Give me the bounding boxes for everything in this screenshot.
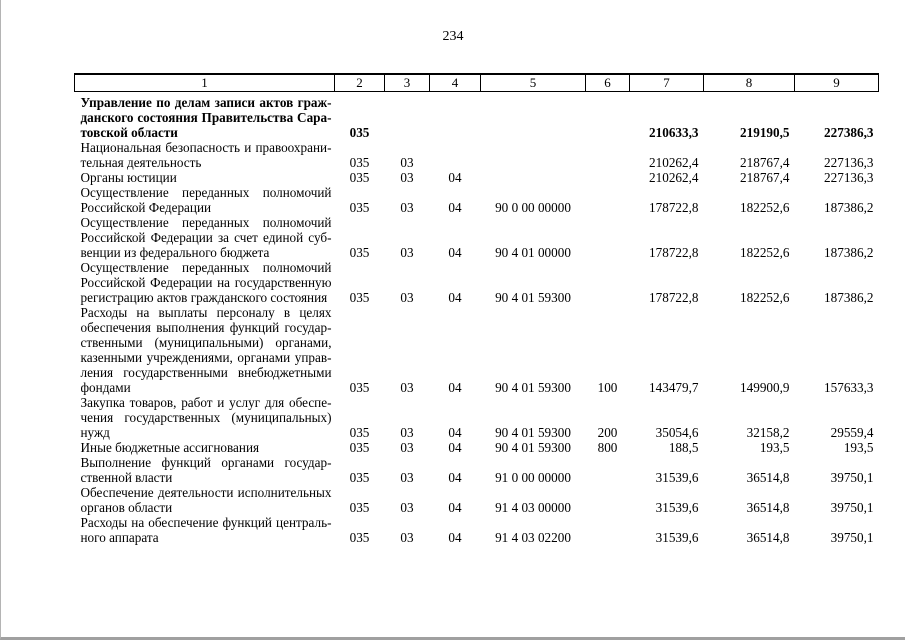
cell-amount-3: 157633,3 bbox=[824, 379, 874, 395]
cell-name: Закупка товаров, работ и услуг для обеспечения государственных (муниципальных) нужд bbox=[80, 394, 332, 440]
cell-section-code: 03 bbox=[400, 499, 414, 515]
header-row bbox=[75, 74, 879, 91]
cell-section-code: 03 bbox=[400, 199, 414, 215]
cell-expense-type-code bbox=[586, 260, 630, 305]
cell-subsection-code: 04 bbox=[448, 244, 462, 260]
cell-section-code bbox=[385, 91, 430, 140]
header-cell: 3 bbox=[385, 74, 430, 91]
cell-subsection-code: 04 bbox=[448, 199, 462, 215]
cell-name: Осуществление переданных полномочий Российской Федерации за счет единой субвенции из федерального бюджета bbox=[80, 214, 332, 260]
cell-amount-2: 36514,8 bbox=[746, 529, 790, 545]
cell-target-article-code: 91 0 00 00000 bbox=[495, 469, 571, 485]
header-cell: 5 bbox=[481, 74, 586, 91]
cell-amount-2: 182252,6 bbox=[740, 199, 790, 215]
cell-section-code: 03 bbox=[400, 154, 414, 170]
cell-subsection-code: 04 bbox=[448, 529, 462, 545]
cell-section-code: 03 bbox=[400, 469, 414, 485]
cell-name: Иные бюджетные ассигнования bbox=[80, 439, 260, 455]
cell-name: Национальная безопасность и правоохранительная деятельность bbox=[80, 139, 332, 170]
cell-subsection-code: 04 bbox=[448, 169, 462, 185]
cell-name: Осуществление переданных полномочий Российской Федерации bbox=[80, 184, 332, 215]
cell-target-article-code: 91 4 03 02200 bbox=[495, 529, 571, 545]
cell-grbs-code: 035 bbox=[349, 244, 370, 260]
header-cell: 8 bbox=[704, 74, 795, 91]
cell-amount-2: 182252,6 bbox=[740, 289, 790, 305]
cell-amount-2: 219190,5 bbox=[740, 124, 790, 140]
table-row bbox=[75, 260, 879, 305]
cell-amount-2: 32158,2 bbox=[746, 424, 790, 440]
cell-grbs-code: 035 bbox=[349, 469, 370, 485]
header-cell: 7 bbox=[630, 74, 704, 91]
cell-expense-type-code: 200 bbox=[597, 424, 618, 440]
cell-amount-3: 227386,3 bbox=[824, 124, 874, 140]
cell-expense-type-code: 800 bbox=[597, 439, 618, 455]
budget-table-body bbox=[75, 91, 879, 545]
cell-expense-type-code bbox=[586, 485, 630, 515]
cell-subsection-code: 04 bbox=[448, 439, 462, 455]
cell-amount-2: 218767,4 bbox=[740, 169, 790, 185]
cell-target-article-code bbox=[481, 170, 586, 185]
cell-amount-3: 227136,3 bbox=[824, 154, 874, 170]
cell-amount-1: 210633,3 bbox=[649, 124, 699, 140]
cell-name: Органы юстиции bbox=[80, 169, 177, 185]
cell-target-article-code bbox=[481, 140, 586, 170]
table-row bbox=[75, 170, 879, 185]
cell-section-code: 03 bbox=[400, 169, 414, 185]
cell-expense-type-code bbox=[586, 215, 630, 260]
cell-name: Расходы на обеспечение функций центрального аппарата bbox=[80, 514, 332, 545]
cell-amount-3: 39750,1 bbox=[830, 499, 874, 515]
cell-amount-3: 187386,2 bbox=[824, 199, 874, 215]
cell-amount-1: 178722,8 bbox=[649, 244, 699, 260]
cell-amount-3: 227136,3 bbox=[824, 169, 874, 185]
cell-amount-1: 143479,7 bbox=[649, 379, 699, 395]
cell-subsection-code: 04 bbox=[448, 424, 462, 440]
page-number: 234 bbox=[442, 29, 464, 44]
cell-amount-1: 210262,4 bbox=[649, 154, 699, 170]
cell-amount-1: 31539,6 bbox=[655, 469, 699, 485]
cell-name: Управление по делам записи актов гражданского состояния Правительства Саратовской области bbox=[80, 94, 332, 140]
cell-expense-type-code bbox=[586, 140, 630, 170]
cell-target-article-code: 91 4 03 00000 bbox=[495, 499, 571, 515]
cell-subsection-code: 04 bbox=[448, 379, 462, 395]
table-row bbox=[75, 91, 879, 140]
cell-expense-type-code bbox=[586, 170, 630, 185]
cell-target-article-code: 90 4 01 59300 bbox=[495, 379, 571, 395]
cell-target-article-code: 90 4 01 59300 bbox=[495, 424, 571, 440]
cell-grbs-code: 035 bbox=[349, 379, 370, 395]
cell-section-code: 03 bbox=[400, 424, 414, 440]
cell-section-code: 03 bbox=[400, 529, 414, 545]
cell-grbs-code: 035 bbox=[349, 529, 370, 545]
cell-subsection-code: 04 bbox=[448, 469, 462, 485]
cell-amount-3: 193,5 bbox=[843, 439, 874, 455]
cell-expense-type-code bbox=[586, 515, 630, 545]
cell-grbs-code: 035 bbox=[349, 154, 370, 170]
cell-amount-1: 178722,8 bbox=[649, 199, 699, 215]
cell-section-code: 03 bbox=[400, 379, 414, 395]
cell-expense-type-code bbox=[586, 455, 630, 485]
cell-amount-1: 210262,4 bbox=[649, 169, 699, 185]
cell-subsection-code: 04 bbox=[448, 289, 462, 305]
cell-amount-1: 31539,6 bbox=[655, 499, 699, 515]
cell-amount-3: 39750,1 bbox=[830, 529, 874, 545]
header-cell: 9 bbox=[795, 74, 879, 91]
cell-target-article-code: 90 4 01 59300 bbox=[495, 439, 571, 455]
cell-name: Обеспечение деятельности исполнительных органов области bbox=[80, 484, 332, 515]
cell-amount-1: 35054,6 bbox=[655, 424, 699, 440]
cell-amount-2: 182252,6 bbox=[740, 244, 790, 260]
cell-amount-3: 187386,2 bbox=[824, 289, 874, 305]
cell-amount-1: 178722,8 bbox=[649, 289, 699, 305]
header-cell: 1 bbox=[75, 74, 335, 91]
table-row bbox=[75, 140, 879, 170]
header-cell: 6 bbox=[586, 74, 630, 91]
cell-target-article-code: 90 4 01 59300 bbox=[495, 289, 571, 305]
table-header bbox=[75, 74, 879, 91]
cell-amount-3: 187386,2 bbox=[824, 244, 874, 260]
cell-grbs-code: 035 bbox=[349, 124, 370, 140]
cell-target-article-code bbox=[481, 91, 586, 140]
table-row bbox=[75, 485, 879, 515]
cell-expense-type-code: 100 bbox=[597, 379, 618, 395]
cell-subsection-code bbox=[430, 140, 481, 170]
cell-target-article-code: 90 0 00 00000 bbox=[495, 199, 571, 215]
table-row bbox=[75, 515, 879, 545]
cell-expense-type-code bbox=[586, 185, 630, 215]
budget-table bbox=[74, 73, 879, 545]
cell-amount-3: 39750,1 bbox=[830, 469, 874, 485]
table-row bbox=[75, 215, 879, 260]
cell-target-article-code: 90 4 01 00000 bbox=[495, 244, 571, 260]
cell-section-code: 03 bbox=[400, 289, 414, 305]
cell-section-code: 03 bbox=[400, 244, 414, 260]
cell-grbs-code: 035 bbox=[349, 169, 370, 185]
cell-name: Выполнение функций органами государственной власти bbox=[80, 454, 332, 485]
cell-amount-2: 149900,9 bbox=[740, 379, 790, 395]
cell-name: Осуществление переданных полномочий Российской Федерации на государственную регистрацию актов гражданского состояния bbox=[80, 259, 332, 305]
cell-section-code: 03 bbox=[400, 439, 414, 455]
cell-grbs-code: 035 bbox=[349, 424, 370, 440]
table-row bbox=[75, 440, 879, 455]
cell-expense-type-code bbox=[586, 91, 630, 140]
cell-grbs-code: 035 bbox=[349, 499, 370, 515]
cell-amount-2: 193,5 bbox=[759, 439, 790, 455]
cell-grbs-code: 035 bbox=[349, 439, 370, 455]
cell-name: Расходы на выплаты персоналу в целях обеспечения выполнения функций государственными (муниципальными) органами, казенными учреждениями, органами управления государственными внебюджетными фондами bbox=[80, 304, 332, 395]
cell-subsection-code bbox=[430, 91, 481, 140]
table-row bbox=[75, 395, 879, 440]
cell-amount-1: 188,5 bbox=[668, 439, 699, 455]
cell-grbs-code: 035 bbox=[349, 289, 370, 305]
cell-amount-2: 218767,4 bbox=[740, 154, 790, 170]
cell-grbs-code: 035 bbox=[349, 199, 370, 215]
cell-amount-2: 36514,8 bbox=[746, 469, 790, 485]
cell-subsection-code: 04 bbox=[448, 499, 462, 515]
table-row bbox=[75, 305, 879, 395]
header-cell: 4 bbox=[430, 74, 481, 91]
table-row bbox=[75, 185, 879, 215]
header-cell: 2 bbox=[335, 74, 385, 91]
cell-amount-1: 31539,6 bbox=[655, 529, 699, 545]
cell-amount-2: 36514,8 bbox=[746, 499, 790, 515]
table-row bbox=[75, 455, 879, 485]
cell-amount-3: 29559,4 bbox=[830, 424, 874, 440]
